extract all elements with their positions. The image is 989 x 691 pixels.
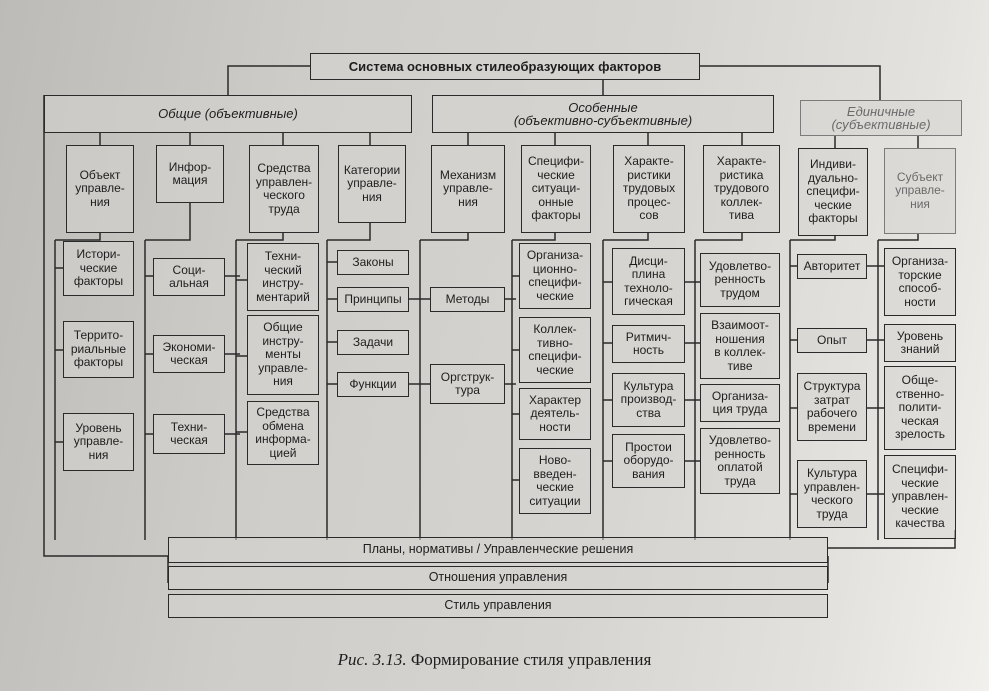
management-mechanism: Механизм управле- ния bbox=[431, 145, 505, 233]
figure-title: Формирование стиля управления bbox=[410, 650, 652, 669]
specific-situational-factors: Специфи- ческие ситуаци- онные факторы bbox=[521, 145, 591, 233]
work-satisfaction: Удовлетво- ренность трудом bbox=[700, 253, 780, 307]
information-exchange-means: Средства обмена информа- цией bbox=[247, 401, 319, 465]
group-general-header: Общие (объективные) bbox=[44, 95, 412, 133]
management-relations-band: Отношения управления bbox=[168, 566, 828, 590]
group-special-header: Особенные (объективно-субъективные) bbox=[432, 95, 774, 133]
labor-process-characteristics: Характе- ристики трудовых процес- сов bbox=[613, 145, 685, 233]
collective-relations: Взаимоот- ношения в коллек- тиве bbox=[700, 313, 780, 379]
info-technical: Техни- ческая bbox=[153, 414, 225, 454]
info-economic: Экономи- ческая bbox=[153, 335, 225, 373]
object-of-management: Объект управле- ния bbox=[66, 145, 134, 233]
plans-decisions-band: Планы, нормативы / Управленческие решения bbox=[168, 537, 828, 563]
pay-satisfaction: Удовлетво- ренность оплатой труда bbox=[700, 428, 780, 494]
equipment-downtime: Простои оборудо- вания bbox=[612, 434, 685, 488]
individual-specific-factors: Индиви- дуально- специфи- ческие факторы bbox=[798, 148, 868, 236]
knowledge-level: Уровень знаний bbox=[884, 324, 956, 362]
info-social: Соци- альная bbox=[153, 258, 225, 296]
specific-managerial-qualities: Специфи- ческие управлен- ческие качества bbox=[884, 455, 956, 539]
means-of-labor: Средства управлен- ческого труда bbox=[249, 145, 319, 233]
functions: Функции bbox=[337, 372, 409, 397]
figure-number: Рис. 3.13. bbox=[337, 650, 407, 669]
work-time-structure: Структура затрат рабочего времени bbox=[797, 373, 867, 441]
tasks: Задачи bbox=[337, 330, 409, 355]
experience: Опыт bbox=[797, 328, 867, 353]
org-specific: Организа- ционно- специфи- ческие bbox=[519, 243, 591, 309]
historical-factors: Истори- ческие факторы bbox=[63, 241, 134, 296]
managerial-labor-culture: Культура управлен- ческого труда bbox=[797, 460, 867, 528]
system-title-box: Система основных стилеобразующих факторов bbox=[310, 53, 700, 80]
management-categories: Категории управле- ния bbox=[338, 145, 406, 223]
figure-caption bbox=[0, 650, 989, 670]
rhythm: Ритмич- ность bbox=[612, 325, 685, 363]
organizational-abilities: Организа- торские способ- ности bbox=[884, 248, 956, 316]
territorial-factors: Террито- риальные факторы bbox=[63, 321, 134, 378]
laws: Законы bbox=[337, 250, 409, 275]
technical-toolkit: Техни- ческий инстру- ментарий bbox=[247, 243, 319, 311]
technological-discipline: Дисци- плина техноло- гическая bbox=[612, 248, 685, 315]
group-single-header: Единичные (субъективные) bbox=[800, 100, 962, 136]
collective-specific: Коллек- тивно- специфи- ческие bbox=[519, 317, 591, 383]
management-subject: Субъект управле- ния bbox=[884, 148, 956, 234]
authority: Авторитет bbox=[797, 254, 867, 279]
production-culture: Культура производ- ства bbox=[612, 373, 685, 427]
methods: Методы bbox=[430, 287, 505, 312]
general-management-tools: Общие инстру- менты управле- ния bbox=[247, 315, 319, 395]
labor-collective-characteristic: Характе- ристика трудового коллек- тива bbox=[703, 145, 780, 233]
innovation-situations: Ново- введен- ческие ситуации bbox=[519, 448, 591, 514]
socio-political-maturity: Обще- ственно- полити- ческая зрелость bbox=[884, 366, 956, 450]
management-level: Уровень управле- ния bbox=[63, 413, 134, 471]
principles: Принципы bbox=[337, 287, 409, 312]
management-style-band: Стиль управления bbox=[168, 594, 828, 618]
org-structure: Оргструк- тура bbox=[430, 364, 505, 404]
labor-organization: Организа- ция труда bbox=[700, 384, 780, 422]
information: Инфор- мация bbox=[156, 145, 224, 203]
activity-character: Характер деятель- ности bbox=[519, 388, 591, 440]
